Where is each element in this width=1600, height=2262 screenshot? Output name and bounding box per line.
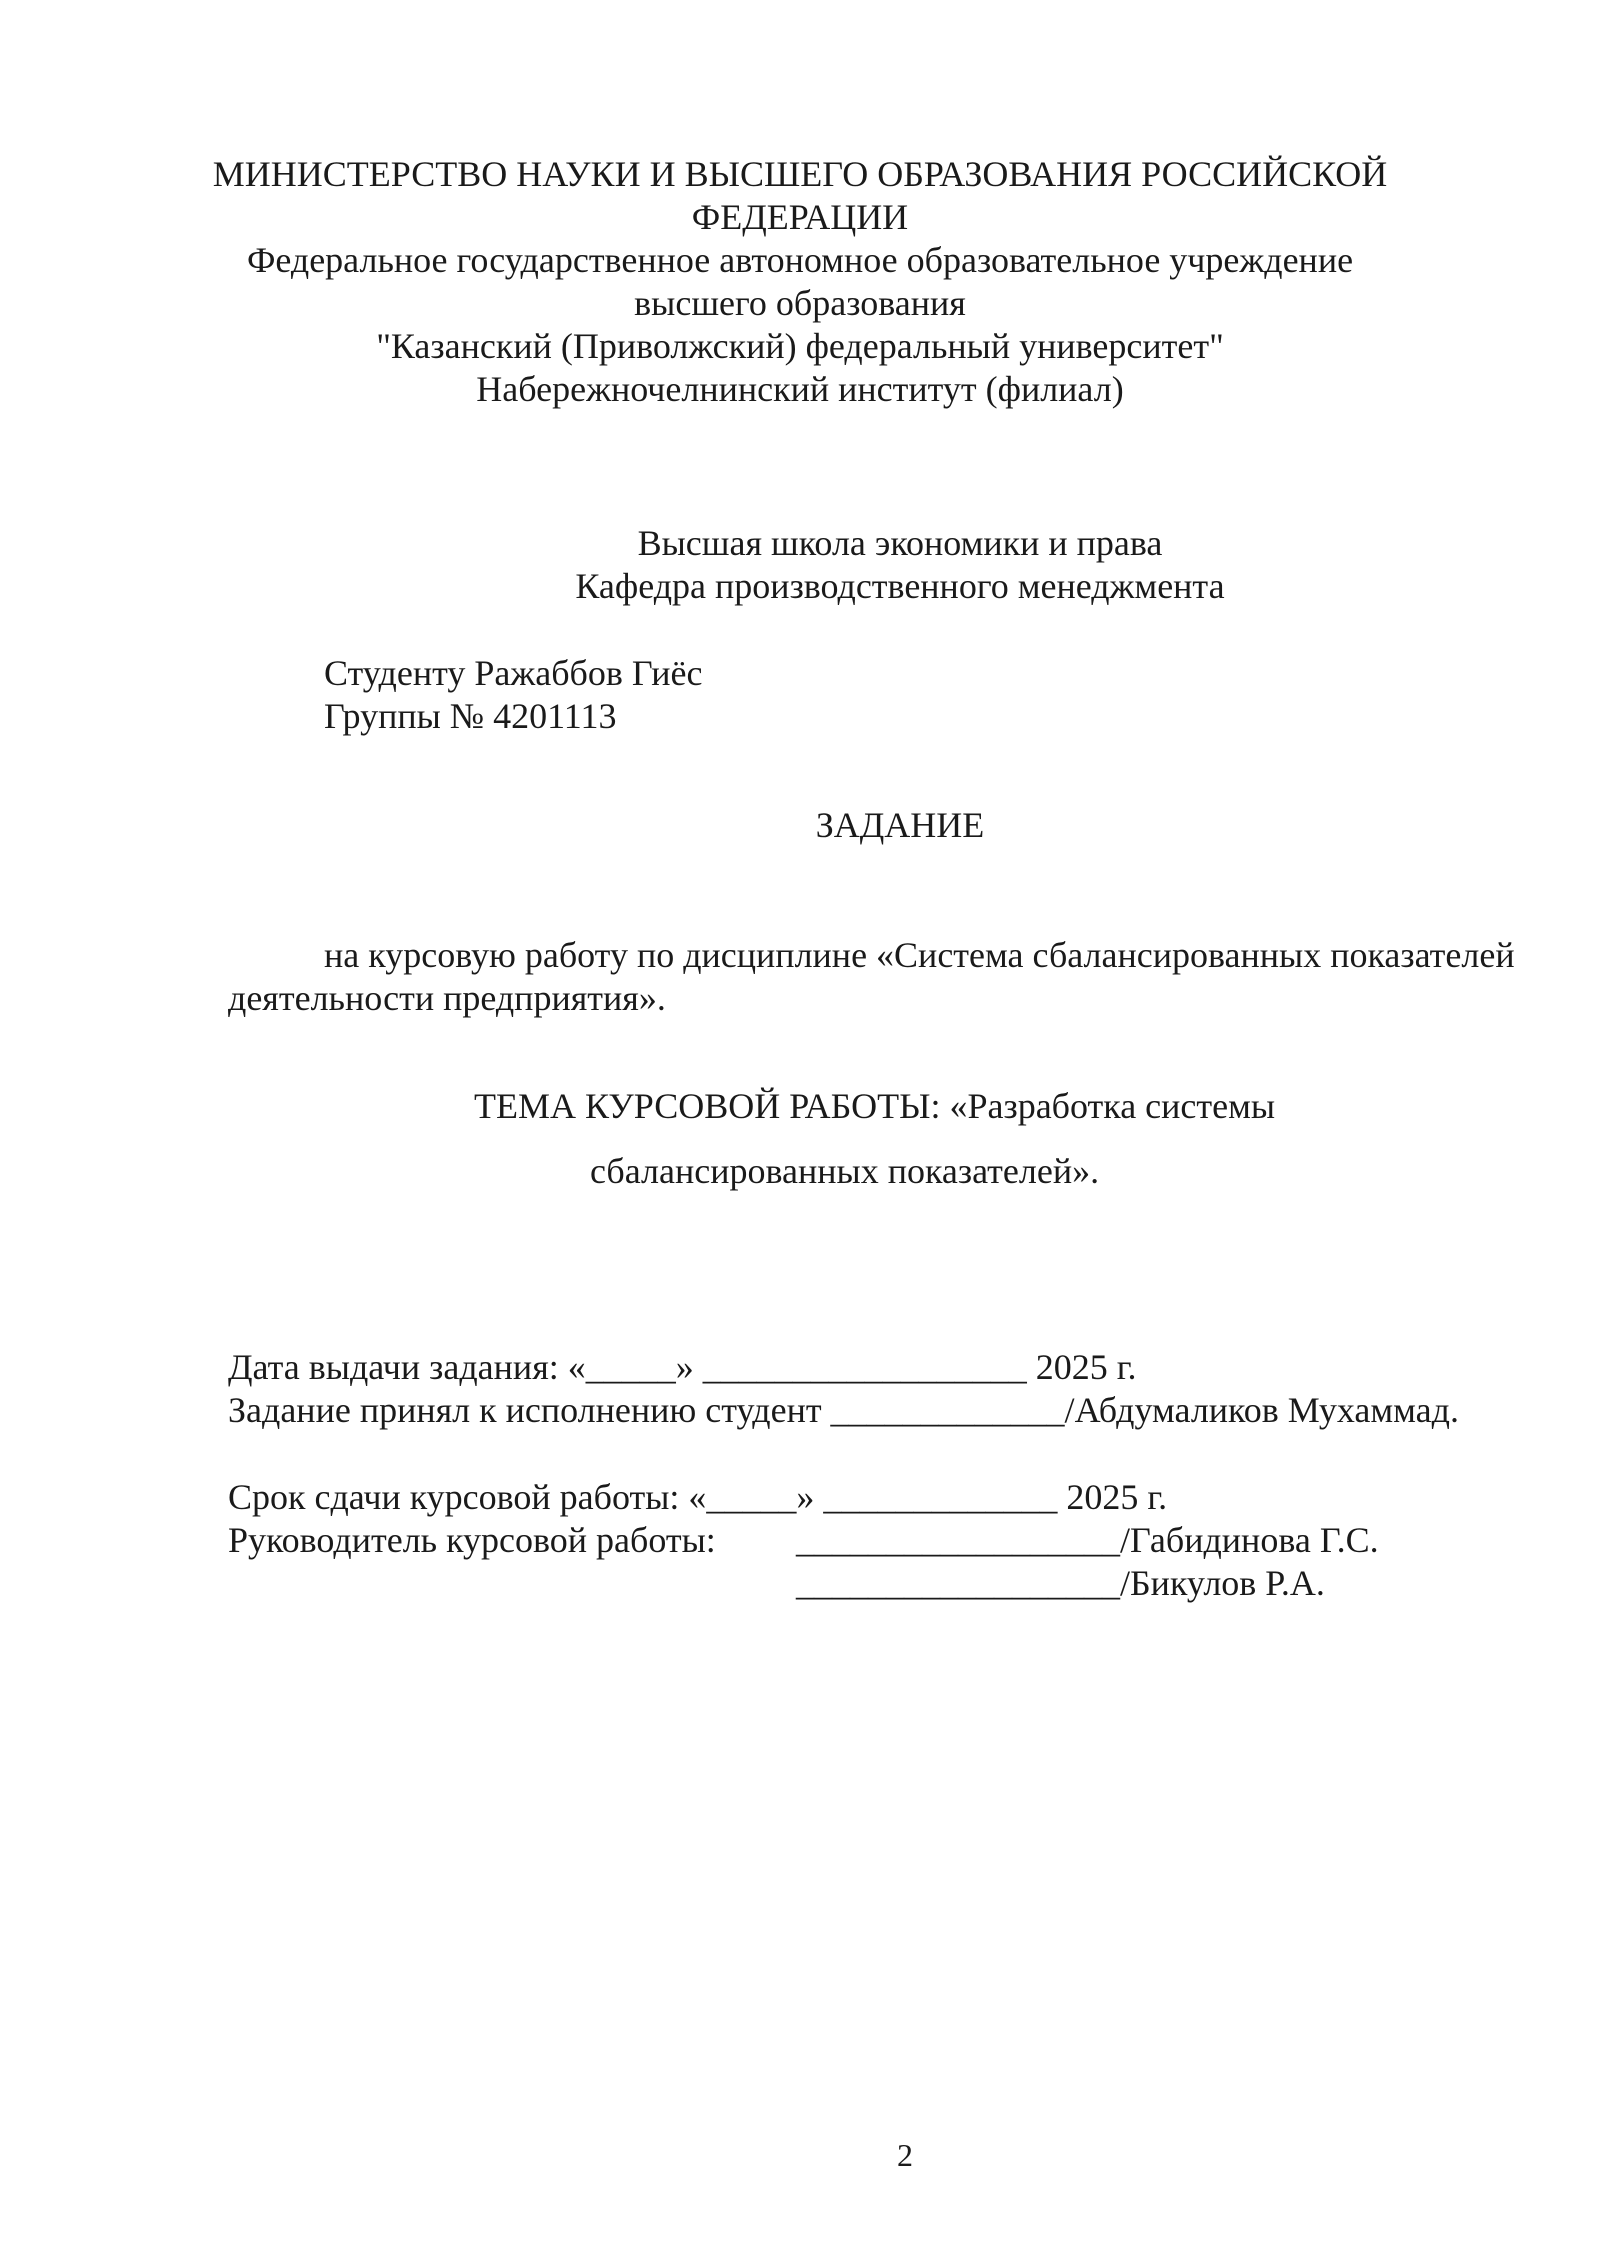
student-group: Группы № 4201113 [324, 696, 617, 736]
supervisor-label: Руководитель курсовой работы: [228, 1520, 716, 1560]
issue-date-line: Дата выдачи задания: «_____» __________________ 2025 г. [228, 1347, 1137, 1387]
institution-level: высшего образования [634, 283, 966, 323]
institute-name: Набережночелнинский институт (филиал) [476, 369, 1124, 409]
school-block [500, 522, 1300, 608]
department-name: Кафедра производственного менеджмента [575, 566, 1225, 606]
school-name: Высшая школа экономики и права [637, 523, 1163, 563]
student-name: Студенту Ражаббов Гиёс [324, 653, 703, 693]
ministry-line-1: МИНИСТЕРСТВО НАУКИ И ВЫСШЕГО ОБРАЗОВАНИЯ РОССИЙСКОЙ [212, 154, 1388, 194]
page-number: 2 [897, 2137, 913, 2173]
ministry-line-2: ФЕДЕРАЦИИ [691, 197, 909, 237]
topic-line-2: сбалансированных показателей». [590, 1151, 1100, 1191]
discipline-paragraph: на курсовую работу по дисциплине «Система сбалансированных показателей деятельности предприятия». [228, 935, 1515, 1018]
ministry-header [180, 153, 1420, 411]
due-date-line: Срок сдачи курсовой работы: «_____» _____________ 2025 г. [228, 1477, 1168, 1517]
student-block [324, 652, 703, 738]
assignment-title: ЗАДАНИЕ [815, 805, 985, 845]
supervisor-signature-2: __________________/Бикулов Р.А. [796, 1563, 1325, 1603]
accepted-by-line: Задание принял к исполнению студент _____________/Абдумаликов Мухаммад. [228, 1390, 1459, 1430]
topic-line-1: ТЕМА КУРСОВОЙ РАБОТЫ: «Разработка системы [474, 1086, 1276, 1126]
supervisor-signature-1: __________________/Габидинова Г.С. [796, 1520, 1379, 1560]
university-name: "Казанский (Приволжский) федеральный университет" [376, 326, 1224, 366]
institution-type: Федеральное государственное автономное образовательное учреждение [246, 240, 1354, 280]
